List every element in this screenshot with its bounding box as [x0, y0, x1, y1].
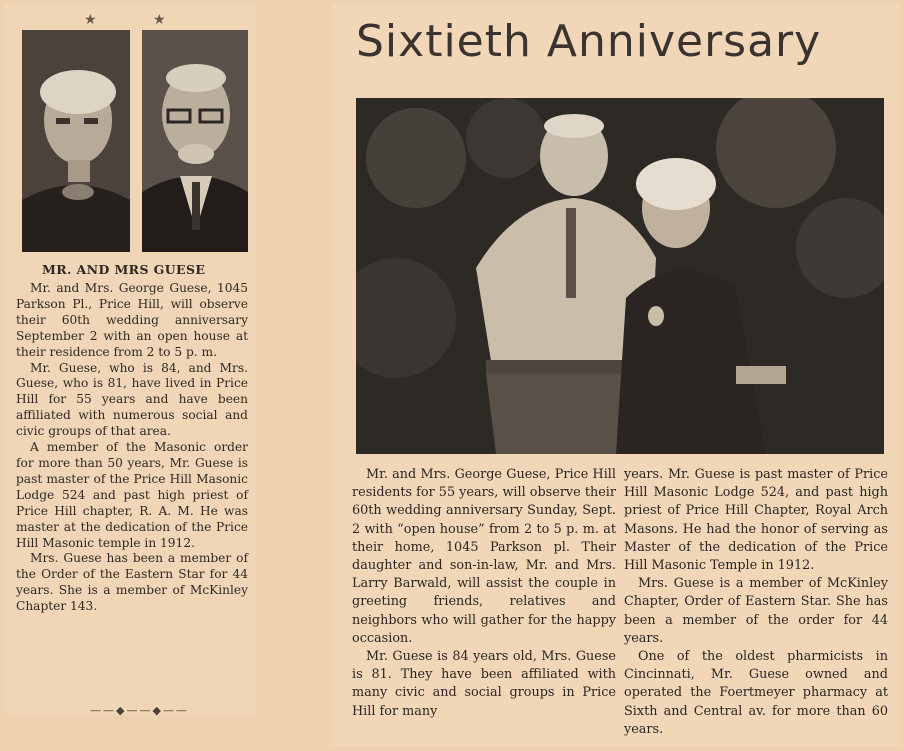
article-column-2 — [624, 466, 888, 739]
article-paragraph: Mr. and Mrs. George Guese, Price Hill residents for 55 years, will observe their 60th wedding anniversary Sunday, Sept. 2 with “open house” from 2 to 5 p. m. at their home, 1045 Parkson pl. Their daughter and son-in-law, Mr. and Mrs. Larry Barwald, will assist the couple in greeting friends, relatives and neighbors who will gather for the happy occasion. — [352, 467, 616, 646]
article-paragraph: Mrs. Guese is a member of McKinley Chapter, Order of Eastern Star. She has been a member of the order for 44 years. — [624, 576, 888, 646]
portrait-mrs-guese — [22, 30, 130, 252]
headline: Sixtieth Anniversary — [356, 16, 822, 67]
left-paragraph: Mr. Guese, who is 84, and Mrs. Guese, who is 81, have lived in Price Hill for 55 years and have been affiliated with numerous social and civic groups of that area. — [16, 360, 248, 439]
left-paragraph: Mr. and Mrs. George Guese, 1045 Parkson Pl., Price Hill, will observe their 60th wedding anniversary September 2 with an open house at their residence from 2 to 5 p. m. — [16, 281, 248, 359]
left-article-body — [16, 281, 248, 615]
article-column-1 — [352, 466, 616, 721]
article-paragraph: Mr. Guese is 84 years old, Mrs. Guese is 81. They have been affiliated with many civic and social groups in Price Hill for many — [352, 649, 616, 719]
portrait-mr-guese — [142, 30, 248, 252]
article-paragraph: years. Mr. Guese is past master of Price Hill Masonic Lodge 524, and past high priest of Price Hill Chapter, Royal Arch Masons. He had the honor of serving as Master of the dedication of the Price Hill Masonic Temple in 1912. — [624, 467, 888, 574]
article-paragraph: One of the oldest pharmicists in Cincinnati, Mr. Guese owned and operated the Foertmeyer pharmacy at Sixth and Central av. for more than 60 years. — [624, 649, 888, 737]
ornament-rule: ——◆——◆—— — [90, 704, 189, 717]
left-paragraph: Mrs. Guese has been a member of the Order of the Eastern Star for 44 years. She is a member of McKinley Chapter 143. — [16, 551, 248, 614]
couple-photo — [356, 98, 884, 454]
masthead-stars: ★ ★ — [84, 12, 192, 28]
left-caption: MR. AND MRS GUESE — [42, 262, 206, 277]
left-paragraph: A member of the Masonic order for more than 50 years, Mr. Guese is past master of the Price Hill Masonic Lodge 524 and past high priest of Price Hill chapter, R. A. M. He was master at the dedication of the Price Hill Masonic temple in 1912. — [16, 440, 248, 550]
